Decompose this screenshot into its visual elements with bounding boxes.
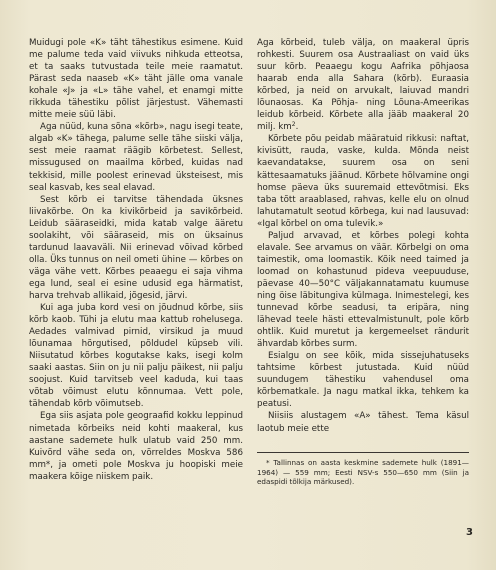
left-text-column (29, 37, 243, 483)
paragraph: Niisiis alustagem «A» tähest. Tema käsul laotub meie ette (257, 411, 469, 434)
paragraph: Sest kõrb ei tarvitse tähendada üksnes liivakõrbe. On ka kivikõrbeid ja savikõrbeid. Leidub sääraseidki, mida katab valge ääretu soolakiht, või sääraseid, mis on üksainus tardunud laavaväli. Nii erinevad võivad kõrbed olla. Üks tunnus on neil ometi ühine — kõrbes on väga vähe vett. Kõrbes peaaegu ei saja vihma ega lund, seal ei esine udusid ega härmatist, harva trehvab allikaid, jõgesid, järvi. (29, 194, 243, 301)
paragraph: Kui aga juba kord vesi on jõudnud kõrbe, siis kõrb kaob. Tühi ja elutu maa kattub rohelusega. Aedades valmivad pirnid, virsikud ja muud lõunamaa hõrgutised, põldudel küpseb vili. Niisutatud kõrbes kogutakse kaks, isegi kolm saaki aastas. Siin on ju nii palju päikest, nii palju soojust. Kuid tarvitseb veel kaduda, kui taas võtab võimust elutu kõnnumaa. Vett pole, tähendab kõrb võimutseb. (29, 303, 243, 410)
footnote (257, 452, 469, 487)
paragraph: Aga nüüd, kuna sõna «kõrb», nagu isegi teate, algab «K» tähega, palume selle tähe siiski välja, sest meie raamat räägib kõrbetest. Sellest, missugused on maailma kõrbed, kuidas nad tekkisid, mille poolest erinevad üksteisest, mis seal kasvab, kes seal elavad. (29, 122, 243, 193)
paragraph: Esialgu on see kõik, mida sissejuhatuseks tahtsime kõrbest jutustada. Kuid nüüd suundugem tähestiku vahendusel oma kõrbematkale. Ja nagu matkal ikka, tehkem ka peatusi. (257, 351, 469, 410)
paragraph: Muidugi pole «K» täht tähestikus esimene. Kuid me palume teda vaid viivuks nihkuda etteotsa, et ta saaks tutvustada teile meie raamatut. Pärast seda naaseb «K» täht jälle oma vanale kohale «J» ja «L» tähe vahel, et enamgi mitte rikkuda tähestiku põlist järjestust. Vähemasti mitte meie süü läbi. (29, 38, 243, 121)
right-text-column (257, 37, 469, 435)
paragraph-end: . (295, 122, 299, 133)
page-number: 3 (466, 527, 473, 538)
paragraph: Ega siis asjata pole geograafid kokku leppinud nimetada kõrbeiks neid kohti maakeral, kus aastane sademete hulk ulatub vaid 250 mm. Kuivõrd vähe seda on, võrreldes Moskva 586 mm*, ja ometi pole Moskva ju hoopiski meie maakera kõige niiskem paik. (29, 411, 243, 482)
paragraph: Kõrbete põu peidab määratuid rikkusi: naftat, kivisütt, rauda, vaske, kulda. Mõnda neist kaevandatakse, suurem osa on seni kättesaamatuks jäänud. Kõrbete hõlvamine ongi homse päeva üks suuremaid ettevõtmisi. Eks taba tõtt araablased, rahvas, kelle elu on olnud lahutamatult seotud kõrbega, kui nad lausuvad: «Igal kõrbel on oma tulevik.» (257, 134, 469, 229)
footnote-text: * Tallinnas on aasta keskmine sademete hulk (1891—1964) — 559 mm; Eesti NSV-s 550—650 mm (Siin ja edaspidi tõlkija märkused). (257, 458, 469, 487)
superscript: 2 (291, 121, 296, 129)
paragraph-text: Aga kõrbeid, tuleb välja, on maakeral üpris rohkesti. Suurem osa Austraaliast on vaid üks suur kõrb. Peaaegu kogu Aafrika põhjaosa haarab enda alla Sahara (kõrb). Euraasia kõrbed, ja neid on arvukalt, laiuvad mandri lõunaosas. Ka Põhja- ning Lõuna-Ameerikas leidub kõrbeid. Kõrbete alla jääb maakeral 20 milj. km (257, 38, 469, 133)
paragraph (257, 37, 469, 133)
paragraph: Paljud arvavad, et kõrbes polegi kohta elavale. See arvamus on väär. Kõrbelgi on oma taimestik, oma loomastik. Kõik need taimed ja loomad on kohastunud pideva veepuuduse, päevase 40—50°C väljakannatamatu kuumuse ning öise läbitungiva külmaga. Inimestelegi, kes tunnevad kõrbe seadusi, ta eripära, ning lähevad teele hästi ettevalmistunult, pole kõrb ohtlik. Kuid muretut ja kergemeelset rändurit ähvardab kõrbes surm. (257, 230, 469, 350)
